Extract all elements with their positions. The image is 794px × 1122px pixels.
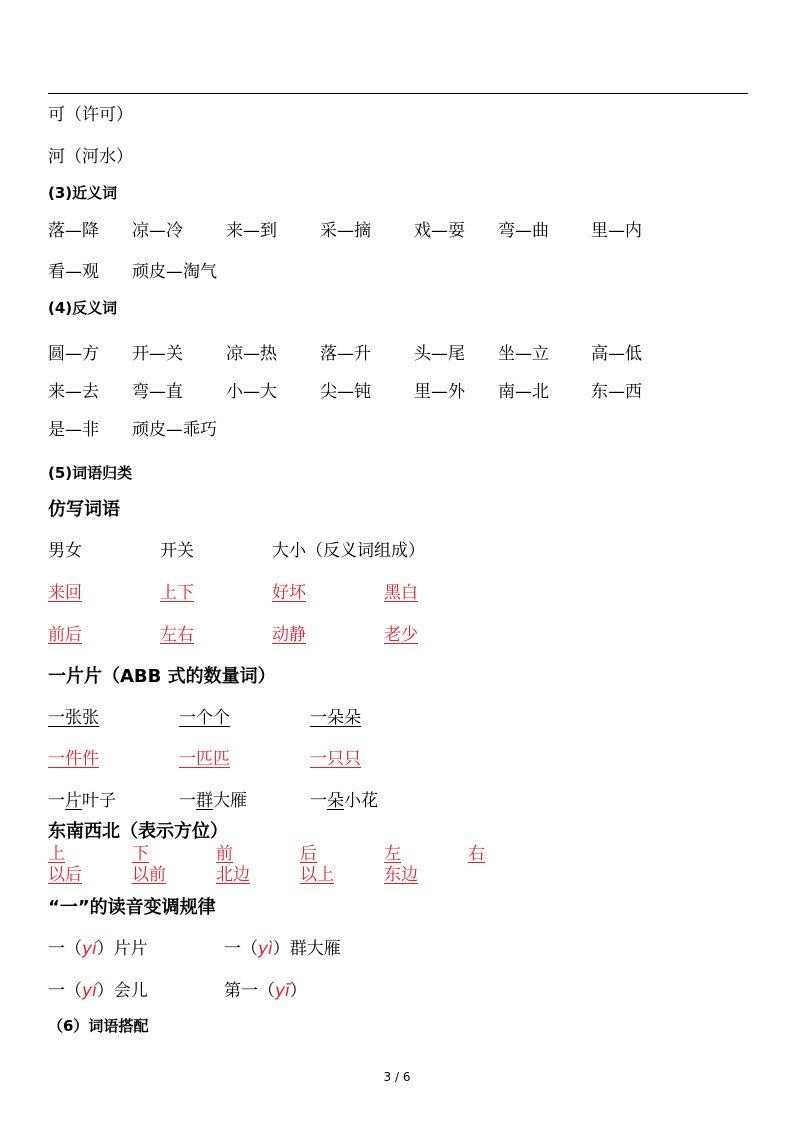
example-word: 男女 <box>48 541 82 561</box>
tone-prefix: 第一（ <box>224 981 275 1001</box>
phrase <box>48 790 116 812</box>
example-word: 一个个 <box>179 708 230 728</box>
word-pair: 圆—方 <box>48 344 99 364</box>
answer-word: 一只只 <box>310 749 361 769</box>
answer-word: 一匹匹 <box>179 749 230 769</box>
phrase-measure-word: 群 <box>196 791 213 811</box>
tone-suffix: ）会儿 <box>96 981 148 1001</box>
word-pair: 小—大 <box>226 382 277 402</box>
word-pair: 弯—曲 <box>498 221 549 241</box>
word-pair: 里—外 <box>414 382 465 402</box>
word-pair: 开—关 <box>132 344 183 364</box>
tone-heading: “一”的读音变调规律 <box>48 897 216 918</box>
tone-suffix: ）群大雁 <box>272 939 341 959</box>
answer-word: 上下 <box>160 583 194 603</box>
answer-word: 左 <box>384 844 401 864</box>
word-pair: 是—非 <box>48 420 99 440</box>
tone-prefix: 一（ <box>48 939 82 959</box>
classify-heading: (5)词语归类 <box>48 464 133 482</box>
tone-item <box>224 980 307 1002</box>
phrase-prefix: 一 <box>48 791 65 811</box>
phrase-noun: 大雁 <box>213 791 247 811</box>
phrase-measure-word: 朵 <box>327 791 344 811</box>
example-word: 一朵朵 <box>310 708 361 728</box>
phrase-prefix: 一 <box>179 791 196 811</box>
phrase-prefix: 一 <box>310 791 327 811</box>
answer-word: 上 <box>48 844 65 864</box>
word-pair: 高—低 <box>591 344 642 364</box>
word-pair: 里—内 <box>591 221 642 241</box>
answer-word: 下 <box>132 844 149 864</box>
tone-suffix: ） <box>289 981 307 1001</box>
page-number: 3 / 6 <box>383 1070 411 1084</box>
answer-word: 以上 <box>300 865 334 885</box>
text-he: 河（河水） <box>48 147 133 167</box>
example-word: 开关 <box>160 541 194 561</box>
pinyin: yì <box>258 939 273 959</box>
text-ke: 可（许可） <box>48 105 133 125</box>
word-pair: 弯—直 <box>132 382 183 402</box>
abb-heading: 一片片（ABB 式的数量词） <box>48 666 276 687</box>
pinyin: yī <box>275 981 290 1001</box>
example-word: 一张张 <box>48 708 99 728</box>
answer-word: 以前 <box>132 865 166 885</box>
phrase <box>310 790 378 812</box>
word-pair: 凉—冷 <box>132 221 183 241</box>
word-pair: 落—升 <box>320 344 371 364</box>
word-pair: 看—观 <box>48 262 99 282</box>
phrase-noun: 小花 <box>344 791 378 811</box>
word-pair: 坐—立 <box>498 344 549 364</box>
antonyms-heading: (4)反义词 <box>48 299 118 317</box>
word-pair: 凉—热 <box>226 344 277 364</box>
word-pair: 来—去 <box>48 382 99 402</box>
answer-word: 右 <box>468 844 485 864</box>
answer-word: 后 <box>300 844 317 864</box>
word-pair: 戏—耍 <box>414 221 465 241</box>
header-rule <box>48 93 748 94</box>
word-pair: 落—降 <box>48 221 99 241</box>
answer-word: 动静 <box>272 625 306 645</box>
directions-heading: 东南西北（表示方位） <box>48 821 228 842</box>
tone-suffix: ）片片 <box>96 939 148 959</box>
word-pair: 顽皮—淘气 <box>132 262 217 282</box>
word-pair: 东—西 <box>591 382 642 402</box>
answer-word: 一件件 <box>48 749 99 769</box>
answer-word: 来回 <box>48 583 82 603</box>
tone-item <box>224 938 341 960</box>
word-pair: 采—摘 <box>320 221 371 241</box>
tone-item <box>48 980 148 1002</box>
phrase-noun: 叶子 <box>82 791 116 811</box>
answer-word: 好坏 <box>272 583 306 603</box>
tone-item <box>48 938 148 960</box>
word-pair: 头—尾 <box>414 344 465 364</box>
answer-word: 黑白 <box>384 583 418 603</box>
word-pair: 顽皮—乖巧 <box>132 420 217 440</box>
pinyin: yí <box>82 939 97 959</box>
pinyin: yí <box>82 981 97 1001</box>
answer-word: 北边 <box>216 865 250 885</box>
synonyms-heading: (3)近义词 <box>48 184 118 202</box>
example-word: 大小（反义词组成） <box>272 541 425 561</box>
collocation-heading: （6）词语搭配 <box>48 1017 149 1035</box>
word-pair: 尖—钝 <box>320 382 371 402</box>
answer-word: 前 <box>216 844 233 864</box>
word-pair: 来—到 <box>226 221 277 241</box>
answer-word: 前后 <box>48 625 82 645</box>
tone-prefix: 一（ <box>48 981 82 1001</box>
answer-word: 老少 <box>384 625 418 645</box>
answer-word: 左右 <box>160 625 194 645</box>
phrase-measure-word: 片 <box>65 791 82 811</box>
answer-word: 以后 <box>48 865 82 885</box>
phrase <box>179 790 247 812</box>
word-pair: 南—北 <box>498 382 549 402</box>
imitate-heading: 仿写词语 <box>48 499 120 520</box>
answer-word: 东边 <box>384 865 418 885</box>
tone-prefix: 一（ <box>224 939 258 959</box>
